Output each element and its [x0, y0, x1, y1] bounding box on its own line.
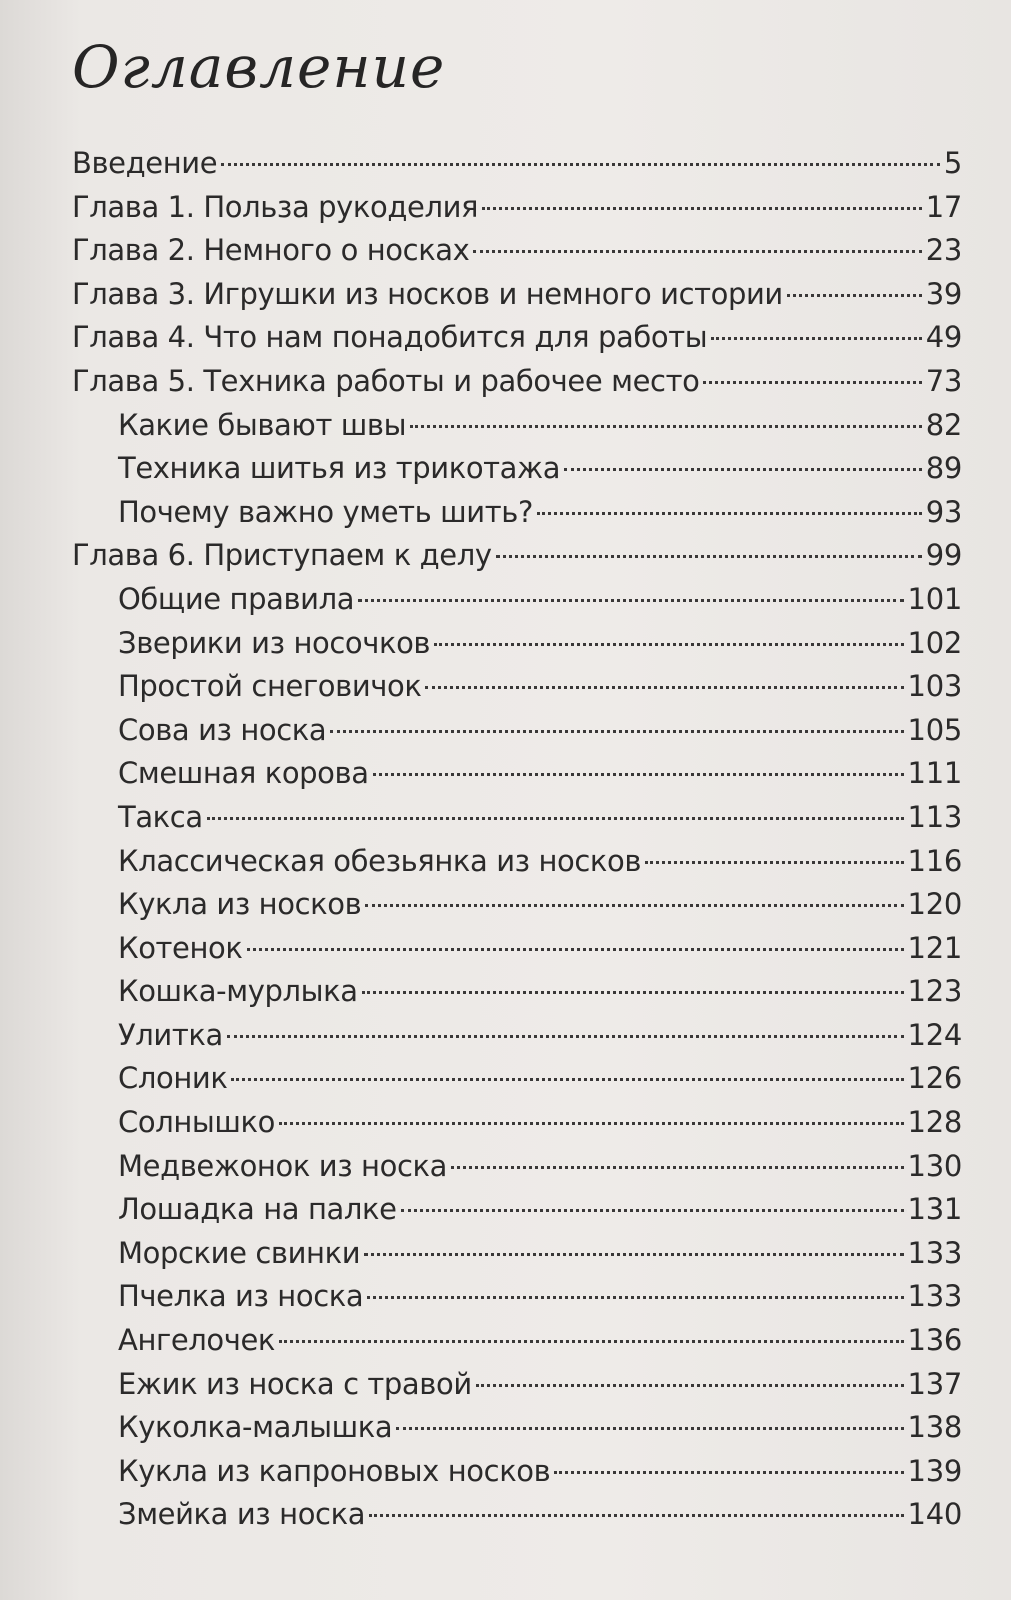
- toc-entry-page-number: 102: [907, 625, 962, 660]
- toc-entry: [0, 970, 1011, 1014]
- dot-leader: [410, 425, 922, 428]
- toc-entry: [0, 360, 1011, 404]
- toc-entry: [0, 665, 1011, 709]
- toc-entry: [0, 883, 1011, 927]
- toc-entry-label: Лошадка на палке: [118, 1192, 397, 1227]
- toc-entry-label: Слоник: [118, 1061, 228, 1096]
- table-of-contents: [0, 142, 1011, 1537]
- toc-entry: [0, 534, 1011, 578]
- toc-entry-label: Такса: [118, 799, 203, 834]
- toc-entry-page-number: 136: [907, 1323, 962, 1358]
- dot-leader: [537, 512, 922, 515]
- toc-entry-label: Пчелка из носка: [118, 1279, 364, 1314]
- toc-entry-page-number: 17: [925, 189, 962, 224]
- dot-leader: [787, 294, 922, 297]
- toc-entry-label: Глава 6. Приступаем к делу: [72, 538, 492, 573]
- toc-entry-label: Солнышко: [118, 1105, 275, 1140]
- toc-entry-label: Классическая обезьянка из носков: [118, 843, 642, 878]
- dot-leader: [373, 773, 904, 776]
- dot-leader: [330, 730, 903, 733]
- dot-leader: [425, 686, 903, 689]
- toc-entry-label: Какие бывают швы: [118, 407, 407, 442]
- toc-entry: [0, 316, 1011, 360]
- dot-leader: [476, 1384, 904, 1387]
- toc-entry: [0, 186, 1011, 230]
- toc-entry: [0, 273, 1011, 317]
- dot-leader: [711, 337, 921, 340]
- dot-leader: [365, 904, 903, 907]
- toc-entry-label: Ежик из носка с травой: [118, 1366, 472, 1401]
- toc-entry: [0, 578, 1011, 622]
- dot-leader: [564, 468, 922, 471]
- toc-entry-page-number: 73: [925, 363, 962, 398]
- toc-entry-label: Котенок: [118, 930, 243, 965]
- toc-entry: [0, 1406, 1011, 1450]
- toc-entry-label: Кошка-мурлыка: [118, 974, 358, 1009]
- toc-entry-page-number: 111: [907, 756, 962, 791]
- toc-entry-label: Ангелочек: [118, 1323, 276, 1358]
- toc-entry-page-number: 49: [925, 320, 962, 355]
- toc-entry-page-number: 89: [925, 451, 962, 486]
- toc-entry-page-number: 124: [907, 1017, 962, 1052]
- toc-entry-page-number: 138: [907, 1410, 962, 1445]
- toc-entry: [0, 1450, 1011, 1494]
- toc-entry: [0, 1363, 1011, 1407]
- toc-entry-label: Кукла из носков: [118, 887, 362, 922]
- toc-entry-label: Глава 3. Игрушки из носков и немного истории: [72, 276, 783, 311]
- toc-entry: [0, 1188, 1011, 1232]
- toc-entry-page-number: 5: [943, 146, 962, 180]
- dot-leader: [396, 1427, 903, 1430]
- dot-leader: [401, 1209, 904, 1212]
- dot-leader: [227, 1035, 904, 1038]
- toc-entry: [0, 796, 1011, 840]
- toc-entry-label: Медвежонок из носка: [118, 1148, 447, 1183]
- toc-entry-page-number: 123: [907, 974, 962, 1009]
- toc-entry-page-number: 133: [907, 1279, 962, 1314]
- toc-entry-label: Общие правила: [118, 581, 355, 616]
- toc-entry-page-number: 120: [907, 887, 962, 922]
- toc-entry-label: Смешная корова: [118, 756, 369, 791]
- toc-entry-page-number: 99: [925, 538, 962, 573]
- dot-leader: [369, 1514, 903, 1517]
- page-title: Оглавление: [72, 33, 446, 101]
- dot-leader: [358, 599, 903, 602]
- dot-leader: [231, 1078, 903, 1081]
- toc-entry-page-number: 82: [925, 407, 962, 442]
- toc-entry: [0, 1145, 1011, 1189]
- toc-entry: [0, 1101, 1011, 1145]
- toc-entry-label: Введение: [72, 146, 218, 180]
- toc-entry-page-number: 140: [907, 1497, 962, 1532]
- toc-entry: [0, 491, 1011, 535]
- toc-entry: [0, 1232, 1011, 1276]
- dot-leader: [703, 381, 921, 384]
- toc-entry: [0, 404, 1011, 448]
- toc-entry-page-number: 103: [907, 669, 962, 704]
- dot-leader: [247, 948, 904, 951]
- toc-entry: [0, 1493, 1011, 1537]
- dot-leader: [482, 207, 922, 210]
- toc-entry: [0, 927, 1011, 971]
- toc-entry: [0, 1057, 1011, 1101]
- dot-leader: [221, 163, 940, 166]
- toc-entry: [0, 1319, 1011, 1363]
- dot-leader: [367, 1296, 903, 1299]
- toc-entry-page-number: 130: [907, 1148, 962, 1183]
- toc-entry-page-number: 126: [907, 1061, 962, 1096]
- toc-entry-label: Зверики из носочков: [118, 625, 431, 660]
- toc-entry-label: Куколка-малышка: [118, 1410, 393, 1445]
- toc-entry: [0, 142, 1011, 186]
- dot-leader: [496, 555, 922, 558]
- dot-leader: [279, 1122, 904, 1125]
- toc-entry-page-number: 93: [925, 494, 962, 529]
- toc-entry-label: Змейка из носка: [118, 1497, 366, 1532]
- dot-leader: [451, 1166, 904, 1169]
- toc-entry-label: Глава 4. Что нам понадобится для работы: [72, 320, 708, 355]
- toc-entry-page-number: 133: [907, 1235, 962, 1270]
- dot-leader: [434, 643, 903, 646]
- dot-leader: [362, 991, 904, 994]
- toc-entry-label: Улитка: [118, 1017, 223, 1052]
- toc-entry: [0, 1014, 1011, 1058]
- toc-entry-label: Сова из носка: [118, 712, 327, 747]
- dot-leader: [279, 1340, 903, 1343]
- toc-entry: [0, 622, 1011, 666]
- toc-entry-label: Глава 2. Немного о носках: [72, 233, 470, 268]
- toc-entry-page-number: 131: [907, 1192, 962, 1227]
- toc-entry-page-number: 23: [925, 233, 962, 268]
- toc-entry-page-number: 116: [907, 843, 962, 878]
- dot-leader: [554, 1471, 903, 1474]
- dot-leader: [645, 861, 903, 864]
- toc-entry-label: Почему важно уметь шить?: [118, 494, 533, 529]
- toc-entry-page-number: 113: [907, 799, 962, 834]
- toc-entry-label: Техника шитья из трикотажа: [118, 451, 561, 486]
- dot-leader: [207, 817, 904, 820]
- toc-entry-page-number: 137: [907, 1366, 962, 1401]
- toc-entry: [0, 752, 1011, 796]
- toc-entry-page-number: 105: [907, 712, 962, 747]
- toc-entry-page-number: 39: [925, 276, 962, 311]
- toc-entry-label: Кукла из капроновых носков: [118, 1453, 551, 1488]
- toc-entry-page-number: 139: [907, 1453, 962, 1488]
- toc-entry-page-number: 128: [907, 1105, 962, 1140]
- toc-entry: [0, 447, 1011, 491]
- toc-entry: [0, 840, 1011, 884]
- toc-entry: [0, 229, 1011, 273]
- toc-entry: [0, 1275, 1011, 1319]
- dot-leader: [473, 250, 921, 253]
- dot-leader: [364, 1253, 903, 1256]
- toc-entry-label: Глава 5. Техника работы и рабочее место: [72, 363, 700, 398]
- toc-entry-page-number: 101: [907, 581, 962, 616]
- toc-entry-label: Глава 1. Польза рукоделия: [72, 189, 479, 224]
- toc-entry: [0, 709, 1011, 753]
- toc-entry-label: Морские свинки: [118, 1235, 361, 1270]
- toc-entry-page-number: 121: [907, 930, 962, 965]
- toc-entry-label: Простой снеговичок: [118, 669, 422, 704]
